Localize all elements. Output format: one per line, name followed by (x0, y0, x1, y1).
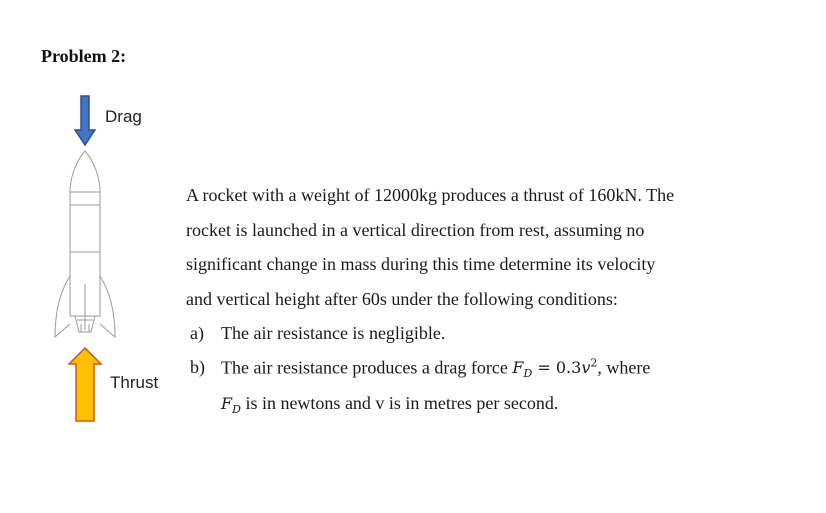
item-b-text (221, 357, 650, 381)
drag-force-equation (512, 357, 598, 381)
continuation-force-symbol: F (221, 394, 233, 413)
continuation-text: is in newtons and v is in metres per second. (240, 393, 559, 413)
velocity-variable: v (581, 358, 591, 378)
item-b-text-before: The air resistance produces a drag force (221, 357, 513, 378)
item-a-text: The air resistance is negligible. (221, 323, 446, 343)
continuation-force-subscript: D (232, 403, 241, 417)
intro-line-4: and vertical height after 60s under the following conditions: (186, 289, 618, 309)
equation-relation: = 0.3 (532, 358, 582, 378)
item-b-continuation (221, 393, 558, 416)
force-subscript: D (523, 367, 533, 381)
item-a-marker: a) (190, 323, 204, 343)
drag-label: Drag (105, 107, 142, 126)
item-b-text-after: , where (597, 357, 651, 378)
intro-line-3: significant change in mass during this time determine its velocity (186, 254, 656, 274)
problem-title: Problem 2: (41, 46, 127, 66)
velocity-exponent: 2 (590, 357, 598, 370)
thrust-arrow (69, 348, 101, 421)
rocket-illustration (55, 151, 115, 337)
thrust-label: Thrust (110, 373, 159, 392)
drag-arrow (75, 96, 95, 145)
intro-line-2: rocket is launched in a vertical direction from rest, assuming no (186, 220, 645, 240)
force-symbol: F (512, 358, 524, 378)
intro-line-1: A rocket with a weight of 12000kg produces a thrust of 160kN. The (186, 185, 675, 205)
item-b-marker: b) (190, 357, 205, 377)
